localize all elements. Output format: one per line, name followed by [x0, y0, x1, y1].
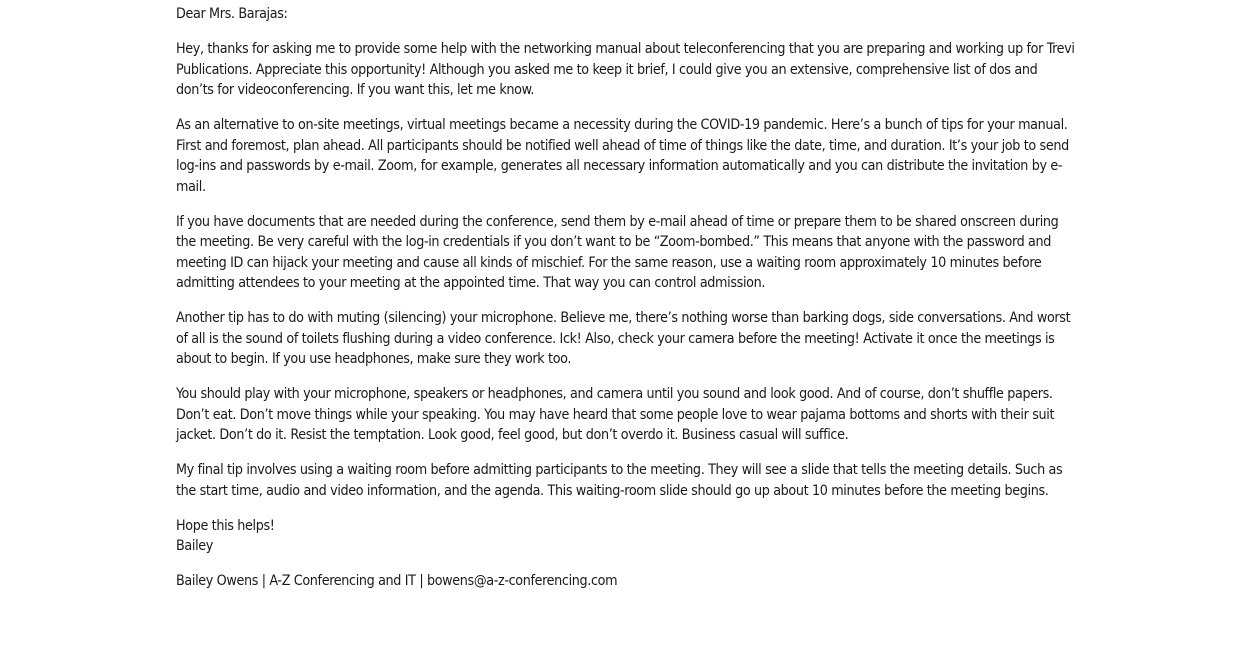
paragraph-appearance: You should play with your microphone, speakers or headphones, and camera until you sound and look good. And of course, don’t shuffle papers. Don’t eat. Don’t move things while your speaking. You may have heard that some people love to wear pajama bottoms and shorts with their suit jacket. Don’t do it. Resist the temptation. Look good, feel good, but don’t overdo it. Business casual will suffice.	[176, 386, 1055, 443]
paragraph-documents: If you have documents that are needed during the conference, send them by e-mail ahead of time or prepare them to be shared onscreen during the meeting. Be very careful with the log-in credentials if you don’t want to be “Zoom-bombed.” This means that anyone with the password and meeting ID can hijack your meeting and cause all kinds of mischief. For the same reason, use a waiting room approximately 10 minutes before admitting attendees to your meeting at the appointed time. That way you can control admission.	[176, 213, 1059, 291]
paragraph-final-tip: My final tip involves using a waiting room before admitting participants to the meeting. They will see a slide that tells the meeting details. Such as the start time, audio and video information, and the agenda. This waiting-room slide should go up about 10 minutes before the meeting begins.	[176, 462, 1063, 499]
salutation: Dear Mrs. Barajas:	[176, 6, 288, 22]
signature-block: Bailey Owens | A-Z Conferencing and IT | bowens@a-z-conferencing.com	[176, 573, 618, 589]
closing	[176, 516, 1076, 557]
paragraph-intro: Hey, thanks for asking me to provide some help with the networking manual about teleconferencing that you are preparing and working up for Trevi Publications. Appreciate this opportunity! Although you asked me to keep it brief, I could give you an extensive, comprehensive list of dos and don’ts for videoconferencing. If you want this, let me know.	[176, 41, 1075, 98]
letter-body	[176, 0, 1076, 606]
closing-line: Hope this helps!	[176, 517, 275, 534]
paragraph-muting: Another tip has to do with muting (silencing) your microphone. Believe me, there’s nothing worse than barking dogs, side conversations. And worst of all is the sound of toilets flushing during a video conference. Ick! Also, check your camera before the meeting! Activate it once the meetings is about to begin. If you use headphones, make sure they work too.	[176, 310, 1071, 367]
signature-name: Bailey	[176, 538, 213, 554]
paragraph-plan-ahead: As an alternative to on-site meetings, virtual meetings became a necessity during the COVID-19 pandemic. Here’s a bunch of tips for your manual. First and foremost, plan ahead. All participants should be notified well ahead of time of things like the date, time, and duration. It’s your job to send log-ins and passwords by e-mail. Zoom, for example, generates all necessary information automatically and you can distribute the invitation by e-mail.	[176, 117, 1069, 195]
